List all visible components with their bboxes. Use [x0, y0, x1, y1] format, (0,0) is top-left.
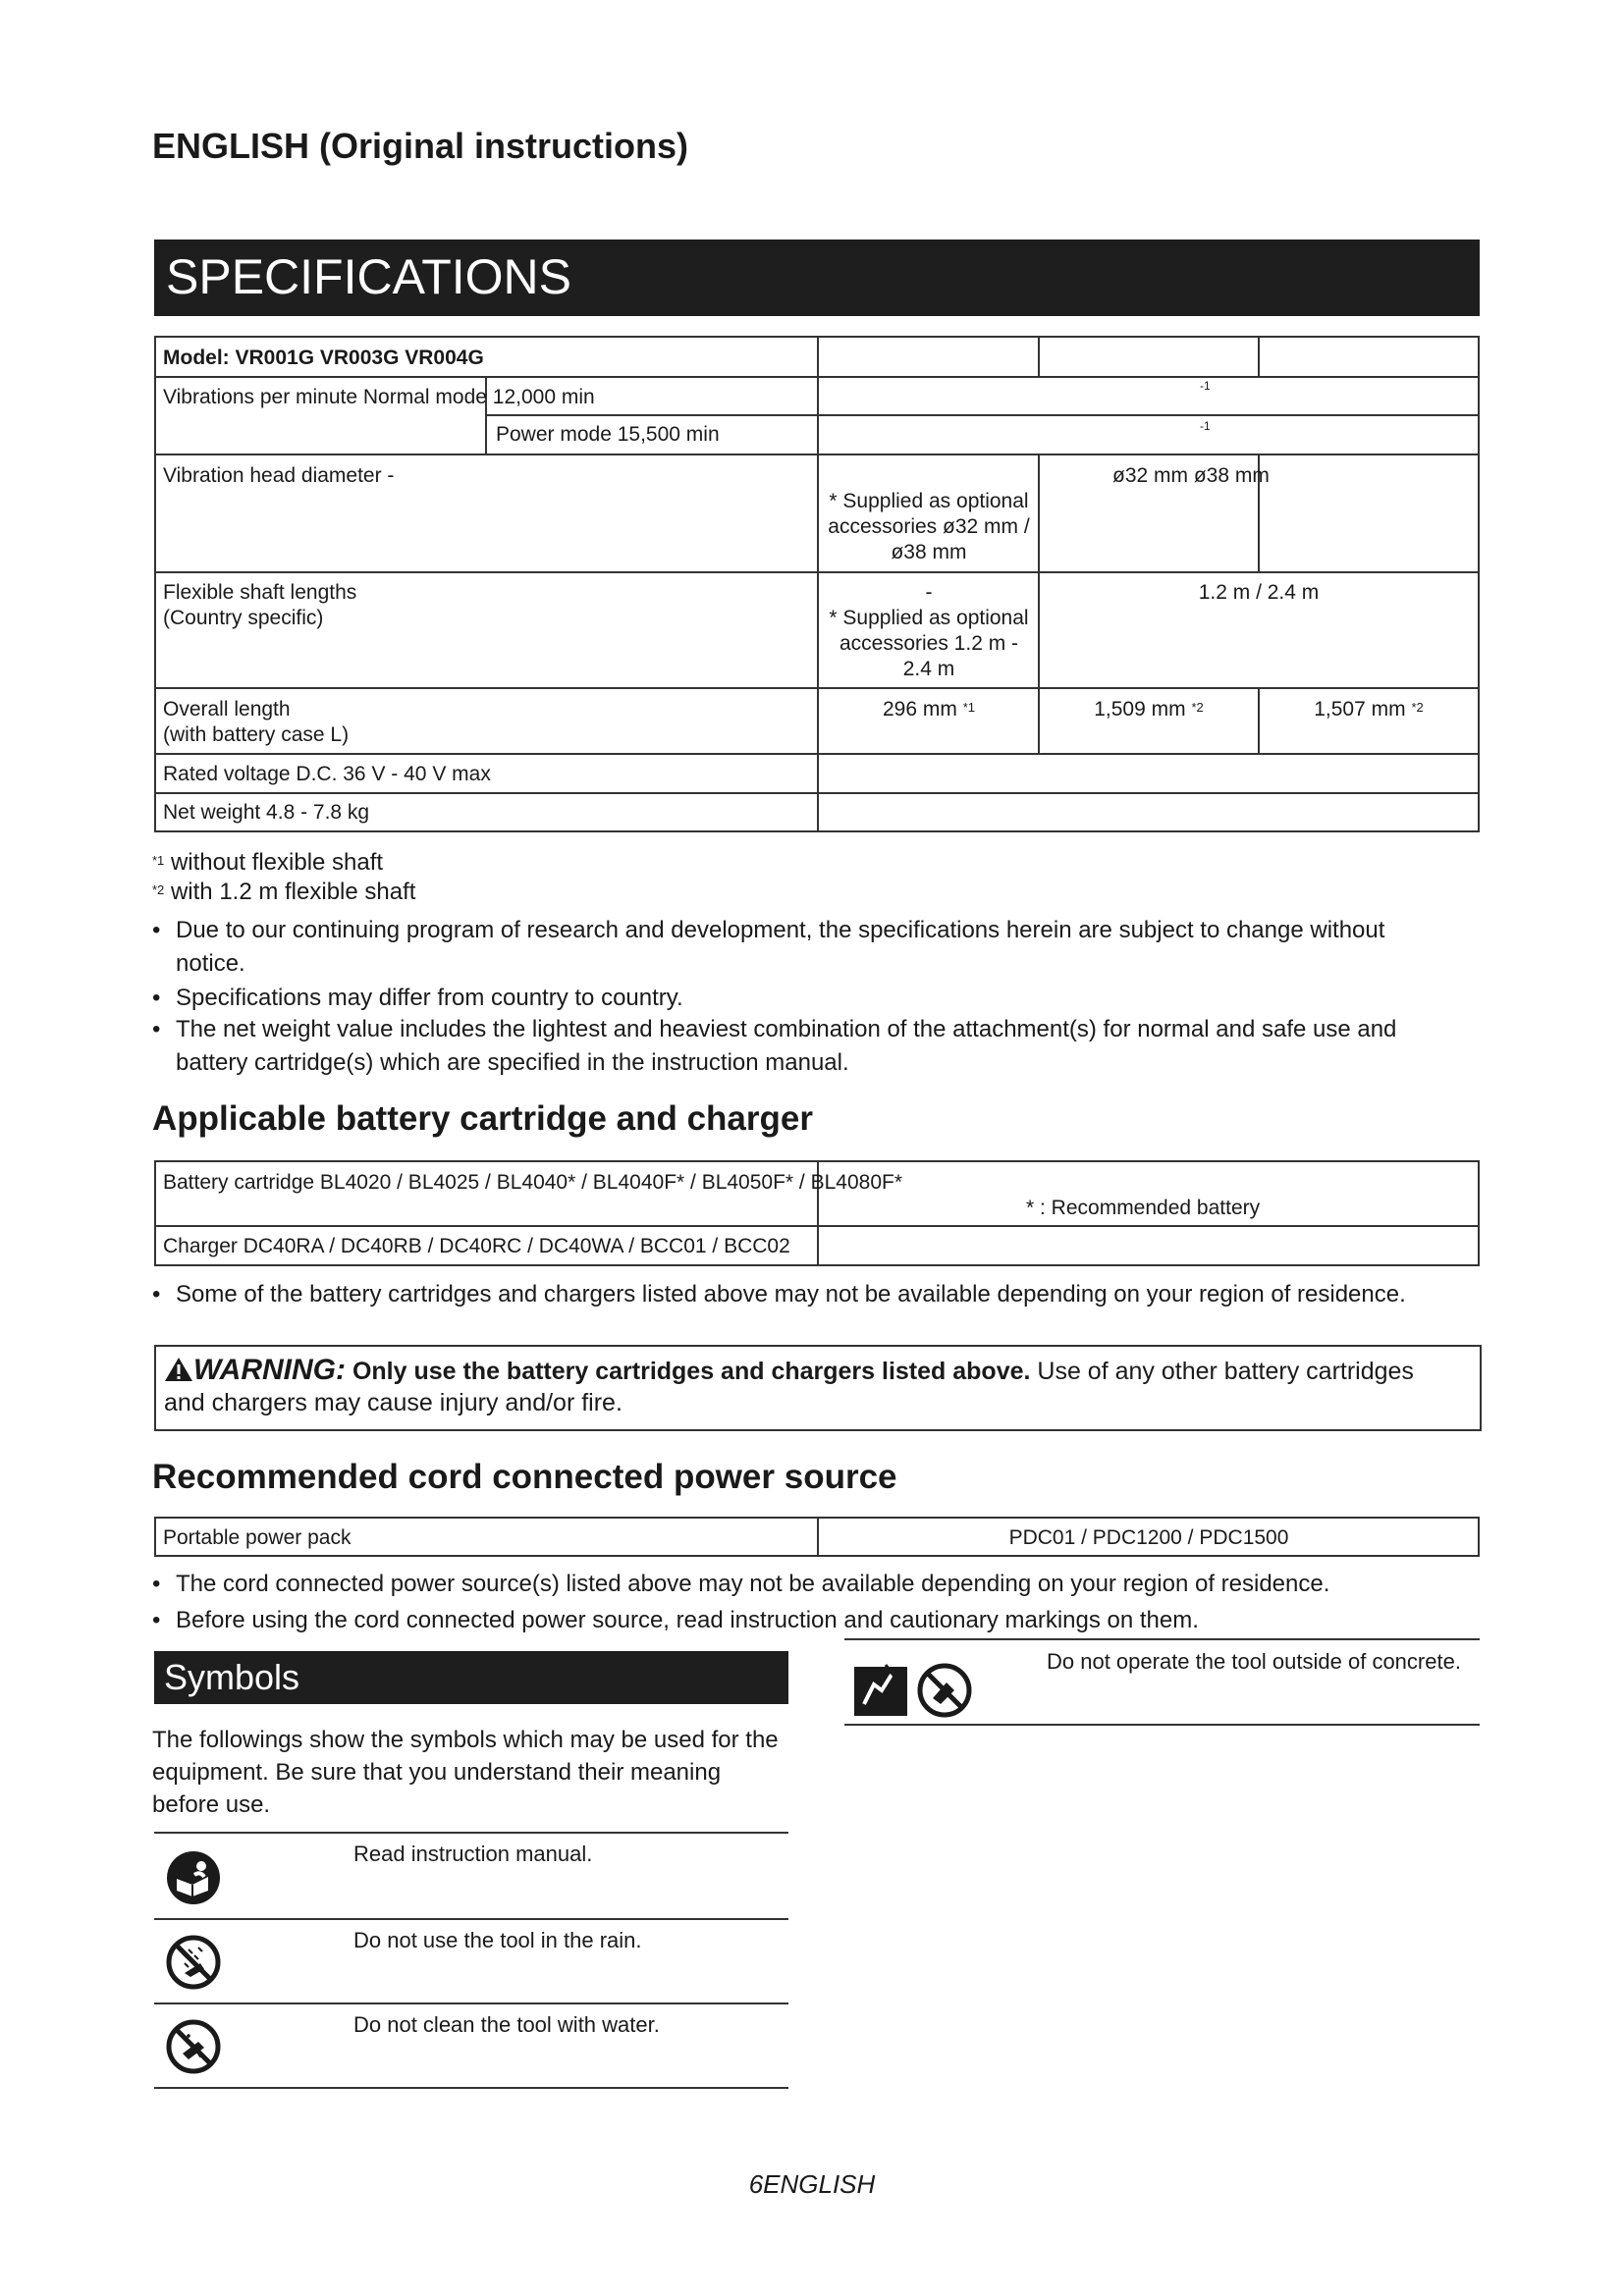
no-rain-icon: [165, 1934, 222, 1996]
footnote-2: $^{*2}$ with 1.2 m flexible shaft: [152, 879, 416, 905]
model-label: Model: VR001G VR003G VR004G: [163, 347, 484, 369]
no-water-clean-icon: [165, 2018, 222, 2080]
head-diameter-label: Vibration head diameter -: [163, 464, 395, 487]
concrete-only-icon: [852, 1661, 976, 1725]
battery-availability-note: • Some of the battery cartridges and chargers listed above may not be available depending on your region of residence.: [152, 1281, 1406, 1308]
read-manual-icon: [165, 1849, 222, 1911]
battery-heading: Applicable battery cartridge and charger: [152, 1099, 813, 1138]
page-footer: 6ENGLISH: [748, 2169, 876, 2199]
shaft-length-sublabel: (Country specific): [163, 607, 324, 629]
power-pack-label: Portable power pack: [163, 1526, 352, 1549]
shaft-length-label: Flexible shaft lengths: [163, 581, 357, 604]
warning-text-line1: Use of any other battery cartridges: [1037, 1358, 1414, 1385]
battery-cartridge-list: Battery cartridge BL4020 / BL4025 / BL4040* / BL4040F* / BL4050F* / BL4080F*: [163, 1171, 903, 1194]
vibrations-normal-mode: Vibrations per minute Normal mode 12,000 min: [163, 386, 595, 408]
warning-label: WARNING:: [193, 1354, 346, 1386]
symbol-text-1: Read instruction manual.: [353, 1842, 593, 1866]
overall-length-vr003g: 1,509 mm $^{*2}$: [1094, 698, 1204, 721]
note-bullet-3: • The net weight value includes the lightest and heaviest combination of the attachment(s) for normal and safe use and battery cartridge(s) which are specified in the instruction manual.: [152, 1016, 1397, 1076]
specifications-title: SPECIFICATIONS: [166, 249, 572, 304]
overall-length-vr001g: 296 mm $^{*1}$: [883, 698, 975, 721]
vibrations-normal-unit: -1: [1200, 379, 1211, 393]
symbols-title: Symbols: [164, 1657, 300, 1697]
overall-length-sublabel: (with battery case L): [163, 723, 350, 746]
charger-list: Charger DC40RA / DC40RB / DC40RC / DC40WA / BCC01 / BCC02: [163, 1235, 790, 1257]
recommended-battery-note: * : Recommended battery: [1026, 1197, 1261, 1219]
page-language-title: ENGLISH (Original instructions): [152, 126, 689, 166]
head-diameter-vr001g: * Supplied as optional accessories ø32 mm / ø38 mm: [828, 490, 1030, 563]
specifications-banner: [154, 240, 1480, 316]
warning-box: [154, 1345, 1482, 1431]
vibrations-power-mode: Power mode 15,500 min: [496, 423, 720, 446]
shaft-length-vr001g: * Supplied as optional accessories 1.2 m - 2.4 m: [829, 607, 1029, 680]
vibrations-power-unit: -1: [1200, 419, 1211, 433]
overall-length-vr004g: 1,507 mm $^{*2}$: [1314, 698, 1424, 721]
note-bullet-1: • Due to our continuing program of research and development, the specifications herein are subject to change without notice.: [152, 917, 1385, 977]
overall-length-label: Overall length: [163, 698, 291, 721]
shaft-length-others: 1.2 m / 2.4 m: [1198, 581, 1320, 604]
net-weight: Net weight 4.8 - 7.8 kg: [163, 801, 370, 824]
symbols-intro: The followings show the symbols which may be used for the equipment. Be sure that you understand their meaning before use.: [152, 1727, 779, 1818]
warning-triangle-icon: [164, 1357, 193, 1382]
power-source-heading: Recommended cord connected power source: [152, 1458, 897, 1496]
power-source-note-2: • Before using the cord connected power source, read instruction and cautionary markings on them.: [152, 1607, 1199, 1633]
note-bullet-2: • Specifications may differ from country to country.: [152, 985, 683, 1011]
footnote-1: $^{*1}$ without flexible shaft: [152, 849, 384, 876]
symbol-text-3: Do not clean the tool with water.: [353, 2012, 660, 2037]
symbol-text-2: Do not use the tool in the rain.: [353, 1928, 642, 1952]
symbol-text-concrete: Do not operate the tool outside of concrete.: [1047, 1649, 1461, 1674]
warning-bold-text: Only use the battery cartridges and chargers listed above.: [352, 1358, 1031, 1385]
warning-text-line2: and chargers may cause injury and/or fire.: [164, 1389, 623, 1416]
power-pack-models: PDC01 / PDC1200 / PDC1500: [1008, 1526, 1289, 1549]
shaft-dash: -: [925, 581, 933, 604]
rated-voltage: Rated voltage D.C. 36 V - 40 V max: [163, 763, 491, 785]
power-source-note-1: • The cord connected power source(s) listed above may not be available depending on your region of residence.: [152, 1571, 1330, 1597]
symbols-banner: [154, 1651, 788, 1704]
head-diameter-others: ø32 mm ø38 mm: [1112, 464, 1270, 487]
